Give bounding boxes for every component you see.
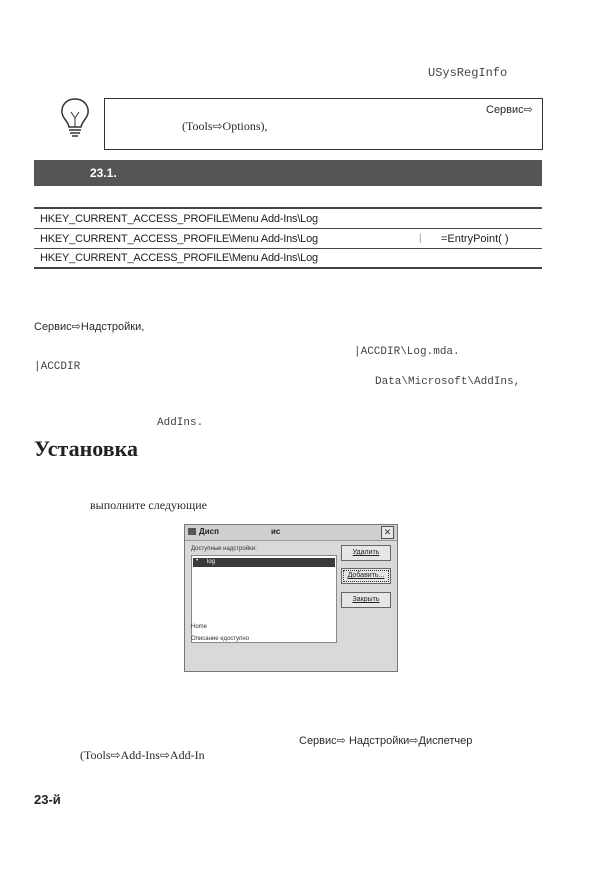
list-item[interactable]: [193, 558, 335, 567]
tip-tools-options: (Tools⇨Options),: [182, 119, 268, 133]
table-header: [34, 160, 542, 186]
addins-text: AddIns.: [157, 417, 204, 429]
table-cell-mid: |: [419, 233, 422, 244]
tip-menu-path: Сервис⇨: [486, 104, 533, 116]
list-item-label: log: [207, 559, 216, 565]
close-button[interactable]: Закрыть: [341, 592, 391, 608]
close-icon[interactable]: ✕: [381, 526, 394, 539]
addin-description: Описание едоступно: [191, 636, 250, 642]
remove-button[interactable]: Удалить: [341, 545, 391, 561]
list-item-bullet: •: [196, 558, 199, 564]
app-icon: [188, 528, 196, 535]
instruction-text: выполните следующие: [90, 498, 207, 512]
table-row: HKEY_CURRENT_ACCESS_PROFILE\Menu Add-Ins\Log: [40, 252, 318, 264]
data-path-text: Data\Microsoft\AddIns,: [375, 376, 521, 388]
table-row-divider: [34, 248, 542, 249]
top-code-text: USysRegInfo: [428, 66, 508, 80]
table-top-rule: [34, 207, 542, 209]
tip-box: [104, 98, 543, 150]
table-cell-value: =EntryPoint( ): [441, 233, 509, 245]
dialog-title: Дисп: [199, 527, 219, 536]
add-button[interactable]: Добавить...: [341, 568, 391, 584]
page-label: 23-й: [34, 792, 61, 807]
table-title: 23.1.: [90, 166, 117, 180]
table-row: HKEY_CURRENT_ACCESS_PROFILE\Menu Add-Ins\Log: [40, 233, 318, 245]
lightbulb-icon: [58, 96, 92, 140]
dialog-title-tail: ис: [271, 527, 281, 536]
accdir-log-path: |ACCDIR\Log.mda.: [354, 346, 460, 358]
section-heading: Установка: [34, 436, 138, 461]
menu-path-text: Сервис⇨Надстройки,: [34, 321, 145, 333]
table-row: HKEY_CURRENT_ACCESS_PROFILE\Menu Add-Ins\Log: [40, 213, 318, 225]
bottom-menu-path: Сервис⇨ Надстройки⇨Диспетчер: [299, 735, 473, 747]
addin-name-label: Home: [191, 624, 208, 630]
table-row-divider: [34, 228, 542, 229]
available-addins-label: Доступные надстройки:: [191, 546, 257, 552]
bottom-tools-path: (Tools⇨Add-Ins⇨Add-In: [80, 748, 205, 762]
dialog-titlebar: [185, 525, 397, 541]
addins-list[interactable]: [191, 555, 337, 643]
table-bottom-rule: [34, 267, 542, 269]
accdir-text: |ACCDIR: [34, 361, 81, 373]
addin-manager-dialog: [184, 524, 398, 672]
